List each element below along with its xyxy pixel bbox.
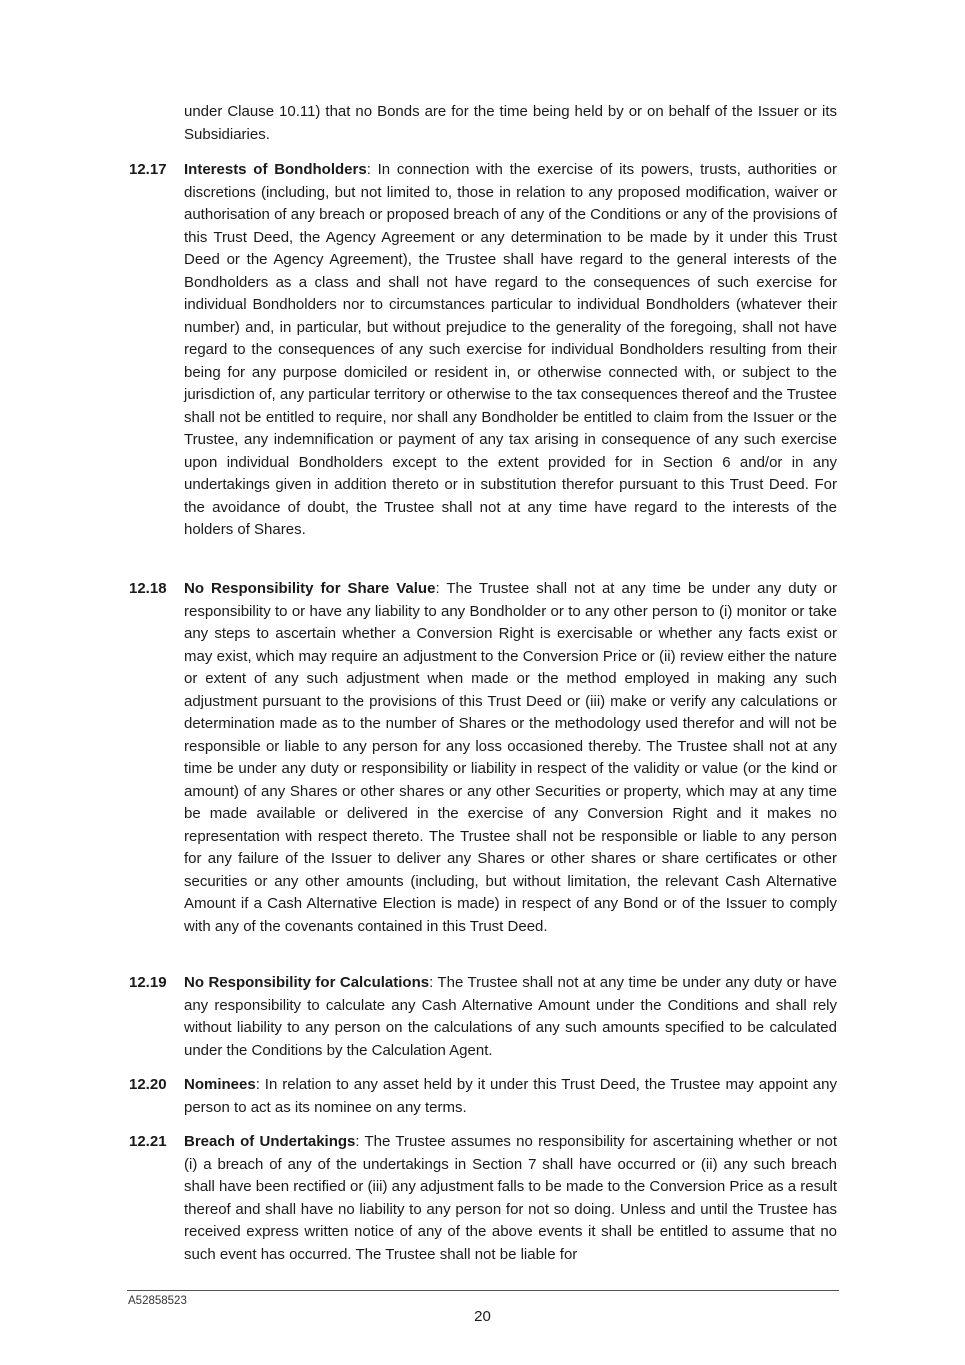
clause-number: 12.20 — [129, 1076, 167, 1093]
clause-text — [184, 1131, 837, 1266]
clause-body: : The Trustee shall not at any time be under any duty or responsibility to or have any liability to any Bondholder or to any other person to (i) monitor or take any steps to ascertain whether a Conversion Right is exercisable or whether any facts exist or may exist, which may require an adjustment to the Conversion Price or (ii) review either the nature or extent of any such adjustment when made or the method employed in making any such adjustment pursuant to the provisions of this Trust Deed or (iii) make or verify any calculations or determination made as to the number of Shares or the methodology used therefor and will not be responsible or liable to any person for any loss occasioned thereby. The Trustee shall not at any time be under any duty or responsibility or liability in respect of the validity or value (or the kind or amount) of any Shares or other shares or any other Securities or property, which may at any time be made available or delivered in the exercise of any Conversion Right and it makes no representation with respect thereto. The Trustee shall not be responsible or liable to any person for any failure of the Issuer to deliver any Shares or other shares or share certificates or other securities or any other amounts (including, but without limitation, the relevant Cash Alternative Amount if a Cash Alternative Election is made) in respect of any Bond or of the Issuer to comply with any of the covenants contained in this Trust Deed. — [184, 580, 837, 935]
clause-number: 12.19 — [129, 974, 167, 991]
clause-body: : In connection with the exercise of its powers, trusts, authorities or discretions (including, but not limited to, those in relation to any proposed modification, waiver or authorisation of any breach or proposed breach of any of the Conditions or any of the provisions of this Trust Deed, the Agency Agreement or any determination to be made by it under this Trust Deed or the Agency Agreement), the Trustee shall have regard to the general interests of the Bondholders as a class and shall not have regard to the consequences of such exercise for individual Bondholders nor to circumstances particular to individual Bondholders (whatever their number) and, in particular, but without prejudice to the generality of the foregoing, shall not have regard to the consequences of any such exercise for individual Bondholders resulting from their being for any purpose domiciled or resident in, or otherwise connected with, or subject to the jurisdiction of, any particular territory or otherwise to the tax consequences thereof and the Trustee shall not be entitled to require, nor shall any Bondholder be entitled to claim from the Issuer or the Trustee, any indemnification or payment of any tax arising in consequence of any such exercise upon individual Bondholders except to the extent provided for in Section 6 and/or in any undertakings given in addition thereto or in substitution therefor pursuant to this Trust Deed. For the avoidance of doubt, the Trustee shall not at any time have regard to the interests of the holders of Shares. — [184, 161, 837, 538]
clause-body: : The Trustee assumes no responsibility for ascertaining whether or not (i) a breach of any of the undertakings in Section 7 shall have occurred or (ii) any such breach shall have been rectified or (iii) any adjustment falls to be made to the Conversion Price as a result thereof and shall have no liability to any person for not so doing. Unless and until the Trustee has received express written notice of any of the above events it shall be entitled to assume that no such event has occurred. The Trustee shall not be liable for — [184, 1133, 837, 1263]
clause-text — [184, 578, 837, 938]
clause-body: : The Trustee shall not at any time be under any duty or have any responsibility to calculate any Cash Alternative Amount under the Conditions and shall rely without liability to any person on the calculations of any such amounts specified to be calculated under the Conditions by the Calculation Agent. — [184, 974, 837, 1059]
clause-text — [184, 972, 837, 1062]
clause-heading: Nominees — [184, 1076, 256, 1093]
clause-text — [184, 1074, 837, 1119]
clause-text — [184, 159, 837, 542]
clause-number: 12.17 — [129, 161, 167, 178]
continuation-paragraph: under Clause 10.11) that no Bonds are for the time being held by or on behalf of the Issuer or its Subsidiaries. — [184, 103, 837, 143]
clause-number: 12.18 — [129, 580, 167, 597]
document-reference: A52858523 — [128, 1295, 187, 1307]
footer-divider — [127, 1290, 839, 1291]
clause-heading: Breach of Undertakings — [184, 1133, 356, 1150]
clause-heading: No Responsibility for Calculations — [184, 974, 430, 991]
page-number: 20 — [474, 1308, 491, 1325]
clause-body: : In relation to any asset held by it under this Trust Deed, the Trustee may appoint any person to act as its nominee on any terms. — [184, 1076, 837, 1116]
clause-heading: Interests of Bondholders — [184, 161, 367, 178]
clause-heading: No Responsibility for Share Value — [184, 580, 436, 597]
clause-number: 12.21 — [129, 1133, 167, 1150]
